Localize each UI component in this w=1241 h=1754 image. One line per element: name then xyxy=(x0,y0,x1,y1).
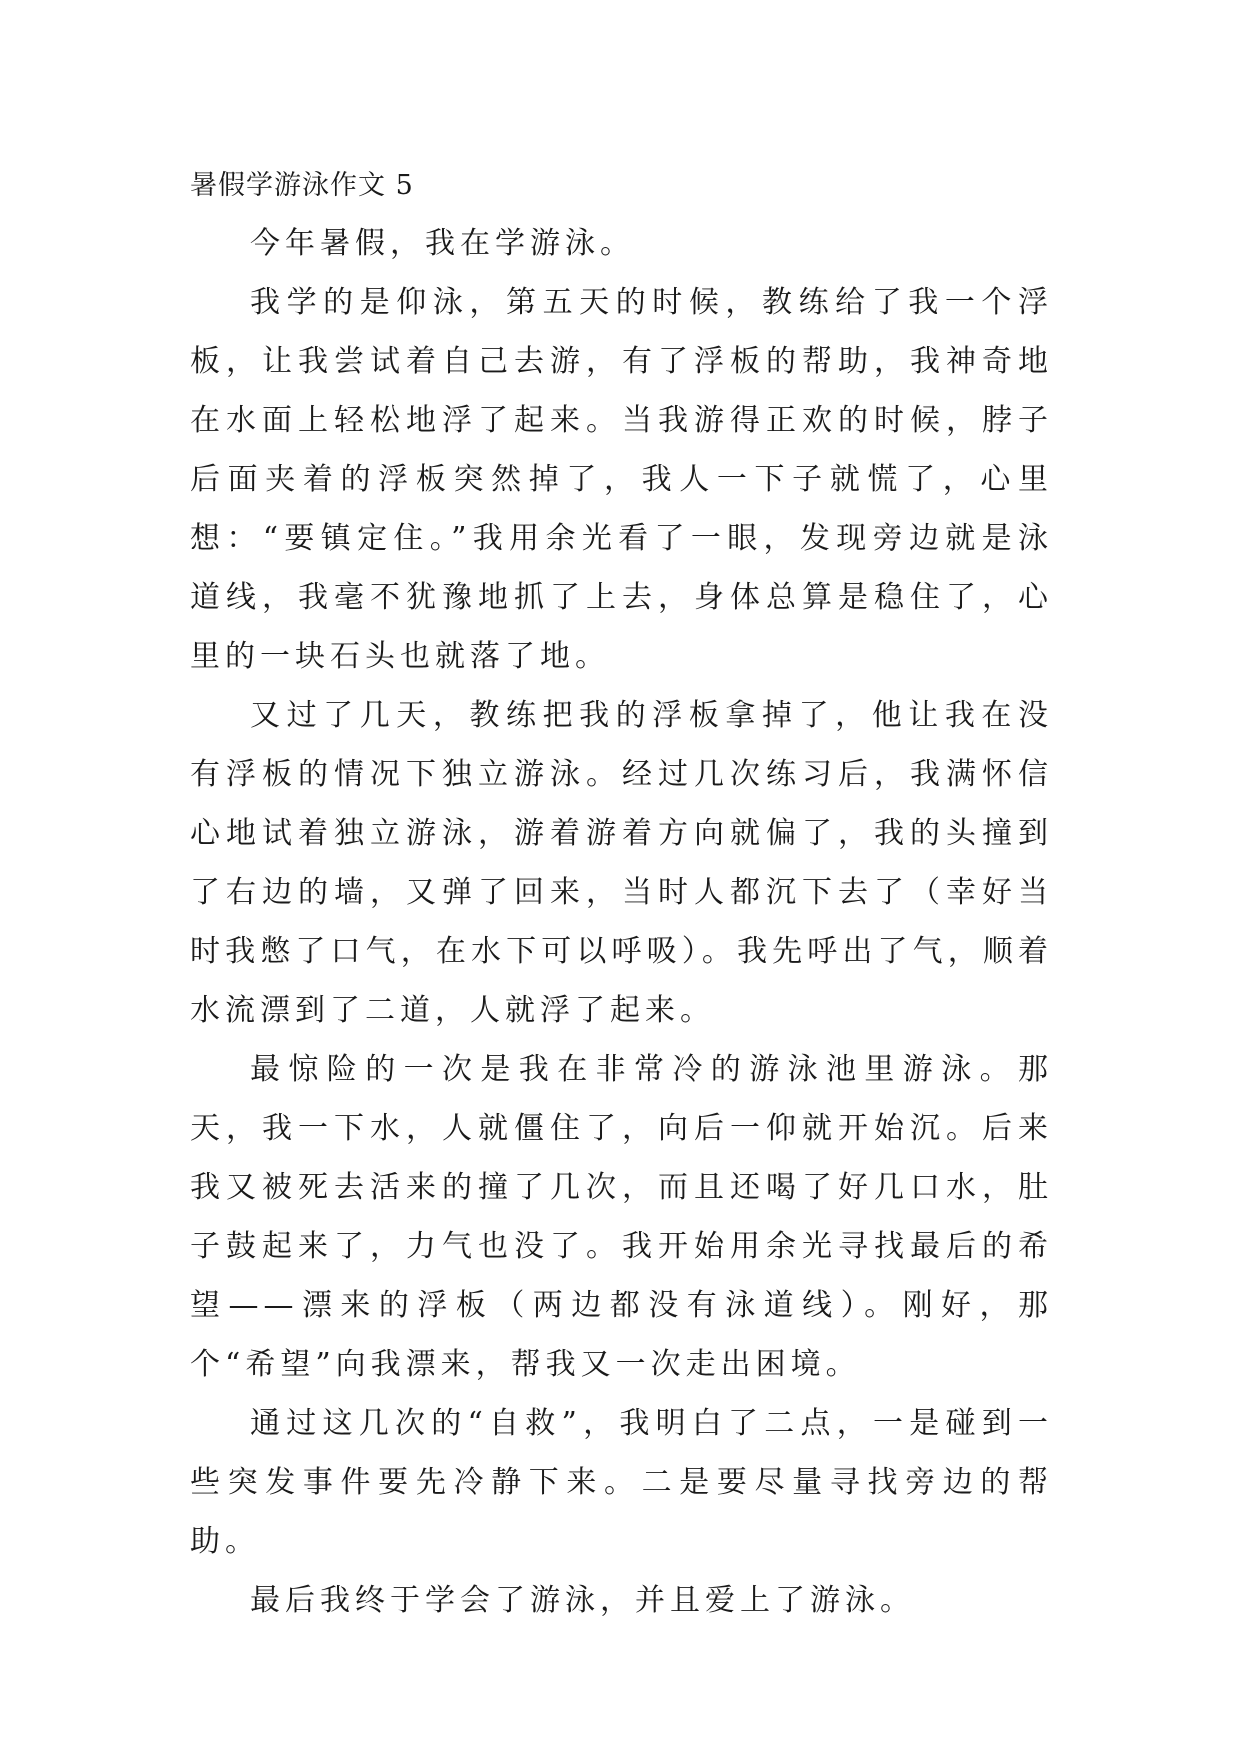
paragraph: 通过这几次的“自救”，我明白了二点，一是碰到一些突发事件要先冷静下来。二是要尽量寻找旁边的帮助。 xyxy=(190,1406,1053,1559)
paragraph: 今年暑假，我在学游泳。 xyxy=(250,226,635,261)
paragraph: 最后我终于学会了游泳，并且爱上了游泳。 xyxy=(250,1583,915,1618)
document-body xyxy=(190,214,1053,1630)
paragraph: 最惊险的一次是我在非常冷的游泳池里游泳。那天，我一下水，人就僵住了，向后一仰就开始沉。后来我又被死去活来的撞了几次，而且还喝了好几口水，肚子鼓起来了，力气也没了。我开始用余光寻找最后的希望——漂来的浮板（两边都没有泳道线）。刚好，那个“希望”向我漂来，帮我又一次走出困境。 xyxy=(190,1052,1053,1382)
paragraph: 我学的是仰泳，第五天的时候，教练给了我一个浮板，让我尝试着自己去游，有了浮板的帮助，我神奇地在水面上轻松地浮了起来。当我游得正欢的时候，脖子后面夹着的浮板突然掉了，我人一下子就慌了，心里想：“要镇定住。”我用余光看了一眼，发现旁边就是泳道线，我毫不犹豫地抓了上去，身体总算是稳住了，心里的一块石头也就落了地。 xyxy=(190,285,1053,674)
paragraph: 又过了几天，教练把我的浮板拿掉了，他让我在没有浮板的情况下独立游泳。经过几次练习后，我满怀信心地试着独立游泳，游着游着方向就偏了，我的头撞到了右边的墙，又弹了回来，当时人都沉下去了（幸好当时我憋了口气，在水下可以呼吸）。我先呼出了气，顺着水流漂到了二道，人就浮了起来。 xyxy=(190,698,1053,1028)
document-title: 暑假学游泳作文 5 xyxy=(190,170,414,201)
